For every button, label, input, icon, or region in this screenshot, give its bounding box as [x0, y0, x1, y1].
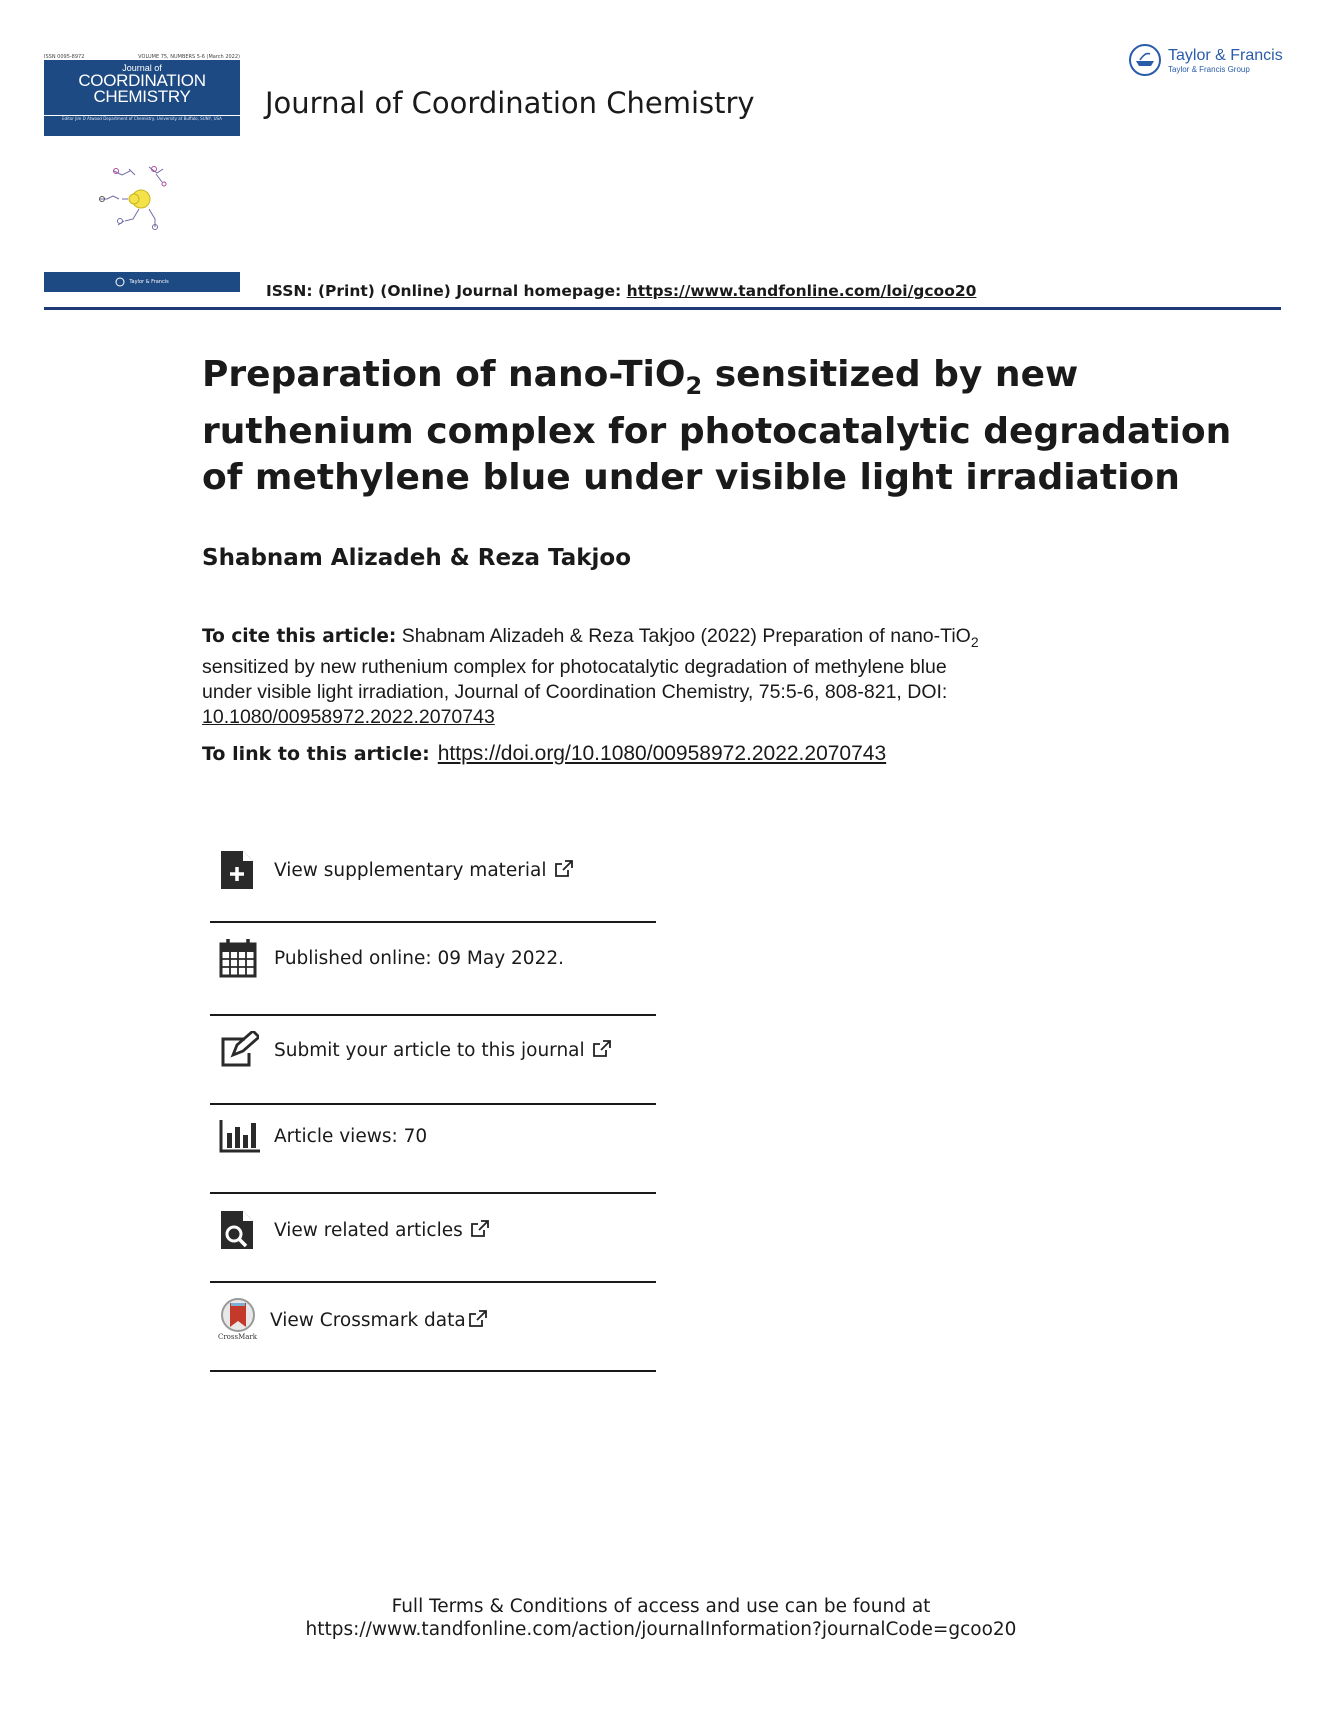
header-divider [44, 307, 1281, 310]
cover-issn: ISSN 0095-8972 [44, 54, 85, 60]
citation-line1 [202, 624, 1082, 655]
citation-block [202, 624, 1082, 730]
cover-title-band [44, 60, 240, 115]
crossmark-icon [210, 1297, 265, 1343]
publisher-logo-text [1168, 47, 1283, 74]
submit-article-link[interactable] [210, 1020, 656, 1080]
journal-homepage-link[interactable]: https://www.tandfonline.com/loi/gcoo20 [626, 282, 977, 300]
published-online-label: Published online: 09 May 2022. [274, 947, 565, 969]
citation-text-1: Shabnam Alizadeh & Reza Takjoo (2022) Preparation of nano-TiO [396, 625, 971, 647]
title-line1-prefix: Preparation of nano-TiO [202, 354, 686, 395]
taylor-francis-icon [1128, 43, 1162, 77]
info-item-label [274, 1040, 611, 1061]
divider [210, 921, 656, 923]
article-views-label: Article views: 70 [274, 1125, 428, 1147]
view-supplementary-material[interactable] [210, 840, 656, 900]
article-title [202, 352, 1262, 501]
info-item-label [274, 860, 573, 881]
citation-doi-link[interactable]: 10.1080/00958972.2022.2070743 [202, 705, 495, 728]
article-title-line2: ruthenium complex for photocatalytic degradation [202, 411, 1232, 453]
article-title-line1 [202, 352, 1262, 409]
edit-icon [219, 1027, 265, 1073]
file-plus-icon [219, 847, 265, 893]
article-link-label: To link to this article: [202, 743, 430, 765]
article-title-line3: of methylene blue under visible light irradiation [202, 457, 1180, 499]
citation-line2: sensitized by new ruthenium complex for photocatalytic degradation of methylene blue [202, 655, 947, 678]
cover-publisher-text: Taylor & Francis [129, 279, 169, 285]
cover-volume: VOLUME 75, NUMBERS 5-6 (March 2022) [138, 54, 240, 60]
external-link-icon [469, 1310, 487, 1328]
search-document-icon [219, 1207, 265, 1253]
divider [210, 1014, 656, 1016]
bar-chart-icon [219, 1113, 265, 1159]
article-views [210, 1106, 656, 1166]
supplementary-label: View supplementary material [274, 859, 547, 881]
citation-line3: under visible light irradiation, Journal of Coordination Chemistry, 75:5-6, 808-821, DOI: [202, 680, 948, 703]
cover-title-line1: COORDINATION [78, 71, 206, 90]
external-link-icon [593, 1040, 611, 1058]
citation-subscript: 2 [970, 633, 979, 650]
cover-title-line2: CHEMISTRY [93, 87, 191, 106]
cover-title-small: Journal of [122, 63, 162, 73]
external-link-icon [555, 860, 573, 878]
journal-name[interactable]: Journal of Coordination Chemistry [265, 86, 755, 120]
view-related-articles[interactable] [210, 1200, 656, 1260]
title-subscript: 2 [685, 372, 703, 401]
published-online [210, 928, 656, 988]
divider [210, 1370, 656, 1372]
divider [210, 1103, 656, 1105]
submit-label: Submit your article to this journal [274, 1039, 585, 1061]
external-link-icon [471, 1220, 489, 1238]
info-item-label [274, 1220, 489, 1241]
info-item-label [270, 1310, 487, 1331]
terms-footer [0, 1595, 1322, 1641]
molecule-illustration [94, 159, 184, 234]
issn-label: ISSN: (Print) (Online) Journal homepage: [266, 282, 622, 300]
related-label: View related articles [274, 1219, 463, 1241]
title-line1-suffix: sensitized by new [702, 354, 1079, 395]
citation-label: To cite this article: [202, 626, 397, 647]
divider [210, 1192, 656, 1194]
article-doi-url[interactable]: https://doi.org/10.1080/00958972.2022.2070743 [437, 742, 887, 765]
journal-cover [44, 54, 240, 294]
crossmark-label: View Crossmark data [270, 1309, 466, 1331]
view-crossmark-data[interactable] [210, 1290, 656, 1350]
publisher-group: Taylor & Francis Group [1168, 64, 1250, 74]
issn-line [266, 282, 976, 300]
cover-publisher-band [44, 272, 240, 292]
cover-publisher-icon [115, 277, 125, 287]
publisher-logo[interactable] [1128, 40, 1288, 80]
divider [210, 1281, 656, 1283]
publisher-name: Taylor & Francis [1168, 46, 1283, 64]
crossmark-caption: CrossMark [217, 1333, 258, 1341]
terms-line: Full Terms & Conditions of access and use can be found at [391, 1596, 931, 1617]
article-authors: Shabnam Alizadeh & Reza Takjoo [202, 545, 632, 571]
article-link-line [202, 742, 886, 766]
terms-url[interactable]: https://www.tandfonline.com/action/journalInformation?journalCode=gcoo20 [305, 1619, 1017, 1640]
calendar-icon [219, 935, 265, 981]
cover-editor: Editor Jim D Atwood Department of Chemistry, University at Buffalo, SUNY, USA [44, 116, 240, 136]
